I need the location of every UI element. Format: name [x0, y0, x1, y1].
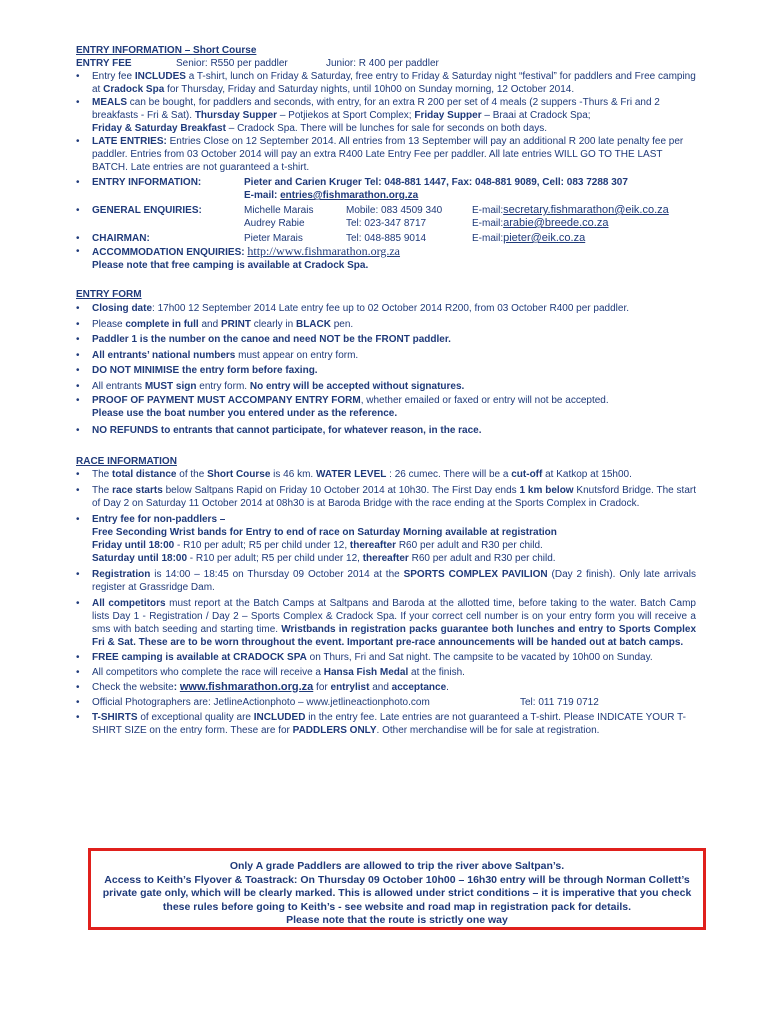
section-entry-information — [76, 44, 696, 272]
chairman-email-link[interactable]: pieter@eik.co.za — [503, 232, 586, 244]
list-item: • The race starts below Saltpans Rapid on Friday 10 October 2014 at 10h30. The First Day ends 1 km below Knutsford Bridge. The start of Day 2 on Saturday 11 October 2014 at 08h30 is at Baroda Bridge with the race ending at the Sports Complex in Cradock. — [76, 484, 696, 509]
section-entry-form — [76, 288, 696, 439]
list-item: • Closing date: 17h00 12 September 2014 Late entry fee up to 02 October 2014 R200, from 03 October R400 per paddler. — [76, 303, 629, 314]
list-item: • DO NOT MINIMISE the entry form before faxing. — [76, 365, 318, 376]
notice-line: Please note that the route is strictly one way — [286, 914, 508, 926]
list-item: • Please complete in full and PRINT clearly in BLACK pen. — [76, 318, 354, 330]
website-link[interactable]: http://www.fishmarathon.org.za — [247, 244, 401, 258]
notice-line: Access to Keith’s Flyover & Toastrack: On Thursday 09 October 10h00 – 16h30 entry will be through Norman Collett’s private gate only, which will be clearly marked. This is allowed under strict conditions – it is imperative that you check these rules before going to Keith’s - see website and road map in registration pack for details. — [102, 873, 692, 913]
list-item: • ENTRY INFORMATION: Pieter and Carien Kruger Tel: 048-881 1447, Fax: 048-881 9089, Cell: 083 7288 307 E-mail: entries@fishmarathon.org.za — [76, 177, 628, 201]
list-item: • All competitors must report at the Batch Camps at Saltpans and Baroda at the allotted time, before taking to the water. Batch Camp lists Day 1 - Registration / Day 2 – Sports Complex & Cradock Spa. If your correct cell number is on your entry form you will receive a sms with batch seeding and starting time. Wristbands in registration packs guarantee both lunches and entry to Sports Complex Fri & Sat. These are to be worn throughout the event. Important pre-race announcements will be handed out at batch camps. — [76, 597, 697, 648]
list-item: • PROOF OF PAYMENT MUST ACCOMPANY ENTRY FORM, whether emailed or faxed or entry will not be accepted. Please use the boat number you entered under as the reference. — [76, 395, 609, 419]
route-notice-box — [88, 848, 706, 930]
list-item: • The total distance of the Short Course is 46 km. WATER LEVEL : 26 cumec. There will be a cut-off at Katkop at 15h00. — [76, 468, 632, 480]
list-item: • ACCOMMODATION ENQUIRIES: http://www.fishmarathon.org.za Please note that free camping is available at Cradock Spa. — [76, 244, 401, 271]
junior-fee: Junior: R 400 per paddler — [326, 58, 439, 69]
list-item: • GENERAL ENQUIRIES: Michelle Marais Mobile: 083 4509 340 E-mail: secretary.fishmarathon@eik.co.za Audrey Rabie Tel: 023-347 8717 E-mail: arabie@breede.co.za — [76, 204, 669, 229]
list-item: • Official Photographers are: JetlineActionphoto – www.jetlineactionphoto.com Tel: 011 719 0712 — [76, 696, 599, 708]
list-item: • All entrants’ national numbers must appear on entry form. — [76, 349, 359, 361]
entry-form-list — [76, 301, 696, 439]
fishmarathon-link[interactable]: www.fishmarathon.org.za — [179, 680, 314, 693]
section-heading: ENTRY FORM — [76, 289, 142, 300]
senior-fee: Senior: R550 per paddler — [176, 58, 288, 69]
list-item: • FREE camping is available at CRADOCK SPA on Thurs, Fri and Sat night. The campsite to be vacated by 10h00 on Sunday. — [76, 651, 653, 663]
race-info-list — [76, 468, 696, 737]
list-item: • All entrants MUST sign entry form. No entry will be accepted without signatures. — [76, 380, 465, 392]
entry-info-list — [76, 70, 696, 272]
entry-contact-value: Pieter and Carien Kruger Tel: 048-881 1447, Fax: 048-881 9089, Cell: 083 7288 307 — [244, 177, 628, 188]
list-item: • MEALS can be bought, for paddlers and seconds, with entry, for an extra R 200 per set of 4 meals (2 suppers -Thurs & Fri and 2 breakfasts - Fri & Sat). Thursday Supper – Potjiekos at Sport Complex; Friday Supper – Braai at Cradock Spa; Friday & Saturday Breakfast – Cradock Spa. There will be lunches for sale for seconds on both days. — [76, 97, 660, 134]
entry-fee-row — [76, 57, 696, 70]
secretary-email-link[interactable]: secretary.fishmarathon@eik.co.za — [503, 204, 669, 216]
arabie-email-link[interactable]: arabie@breede.co.za — [503, 217, 609, 229]
list-item: • CHAIRMAN: Pieter Marais Tel: 048-885 9014 E-mail: pieter@eik.co.za — [76, 232, 586, 244]
list-item: • Registration is 14:00 – 18:45 on Thursday 09 October 2014 at the SPORTS COMPLEX PAVILION (Day 2 finish). Only late arrivals register at Grassridge Dam. — [76, 568, 696, 593]
list-item: • T-SHIRTS of exceptional quality are INCLUDED in the entry fee. Late entries are not guaranteed a T-shirt. Please INDICATE YOUR T-SHIRT SIZE on the entry form. These are for PADDLERS ONLY. Other merchandise will be for sale at registration. — [76, 711, 686, 736]
notice-line: Only A grade Paddlers are allowed to trip the river above Saltpan’s. — [229, 860, 565, 872]
list-item: • Entry fee INCLUDES a T-shirt, lunch on Friday & Saturday, free entry to Friday & Saturday night “festival” for paddlers and Free camping at Cradock Spa for Thursday, Friday and Saturday nights, until 10h00 on Sunday morning, 12 October 2014. — [76, 71, 696, 95]
list-item: • Entry fee for non-paddlers – Free Seconding Wrist bands for Entry to end of race on Saturday Morning available at registration Friday until 18:00 - R10 per adult; R5 per child under 12, thereafter R60 per adult and R30 per child. Saturday until 18:00 - R10 per adult; R5 per child under 12, thereafter R60 per adult and R30 per child. — [76, 513, 557, 564]
list-item: • NO REFUNDS to entrants that cannot participate, for whatever reason, in the race. — [76, 425, 482, 436]
list-item: • Paddler 1 is the number on the canoe and need NOT be the FRONT paddler. — [76, 334, 451, 345]
entry-contact-label: ENTRY INFORMATION: — [92, 177, 202, 188]
list-item: • All competitors who complete the race will receive a Hansa Fish Medal at the finish. — [76, 666, 465, 678]
list-item: • Check the website: www.fishmarathon.org.za for entrylist and acceptance. — [76, 680, 449, 693]
document-body — [76, 44, 696, 737]
section-heading: RACE INFORMATION — [76, 455, 177, 467]
list-item: • LATE ENTRIES: Entries Close on 12 September 2014. All entries from 13 September will pay an additional R 200 late penalty fee per paddler. Entries from 03 October 2014 will pay an extra R400 Late Entry Fee per paddler. All late entries WILL GO TO THE LAST BATCH. Late entries are not guaranteed a t-shirt. — [76, 136, 684, 173]
section-heading: ENTRY INFORMATION – Short Course — [76, 45, 257, 56]
entry-fee-label: ENTRY FEE — [76, 58, 132, 69]
section-race-information — [76, 455, 696, 737]
entries-email-link[interactable]: entries@fishmarathon.org.za — [280, 190, 419, 201]
